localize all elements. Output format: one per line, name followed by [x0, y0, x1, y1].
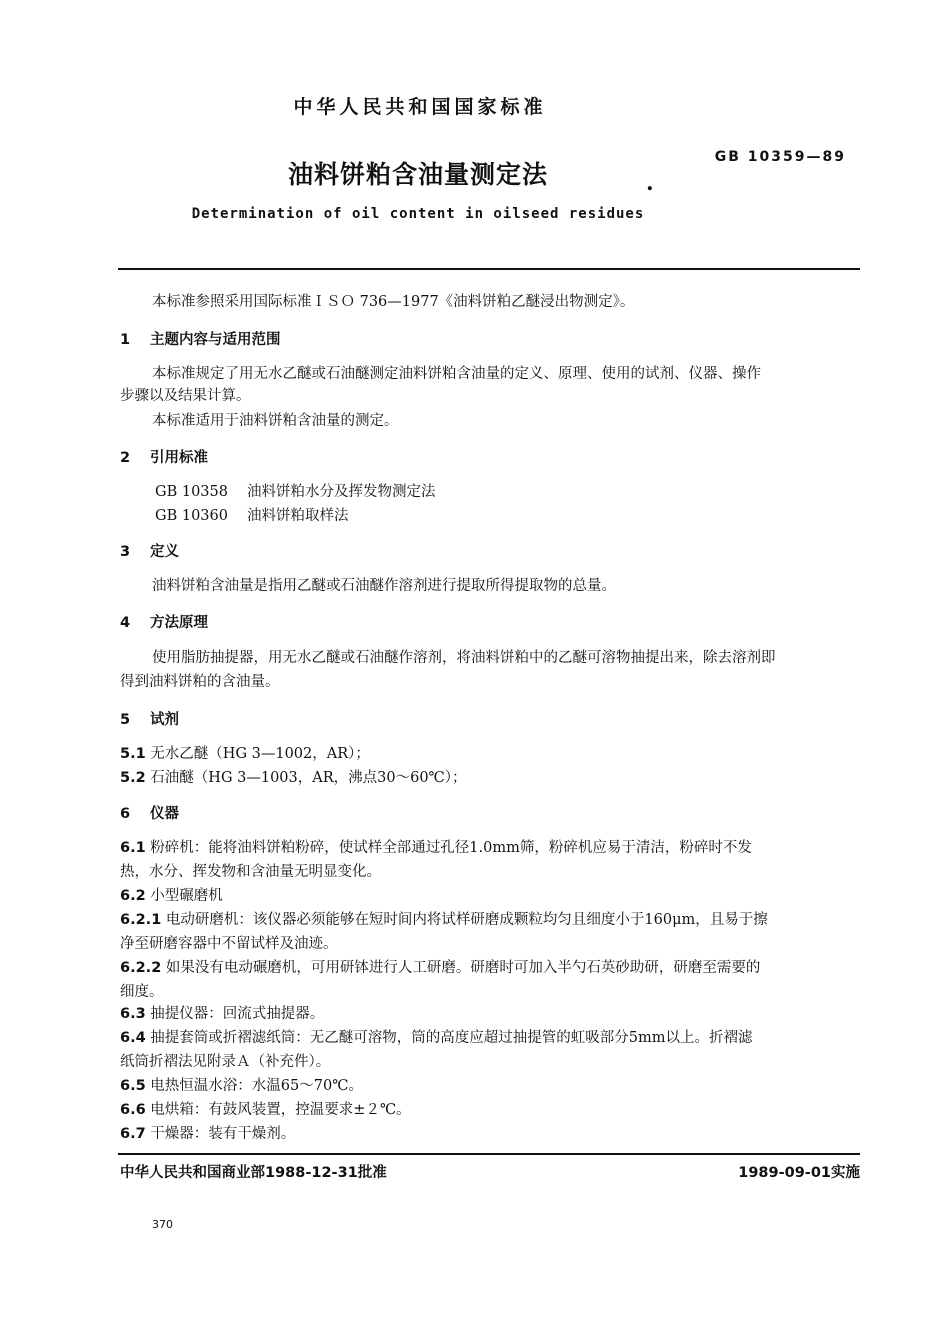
clause-number: 6.2 — [120, 888, 146, 904]
clause-text: 粉碎机：能将油料饼粕粉碎，使试样全部通过孔径1.0mm筛，粉碎机应易于清洁，粉碎时不发 — [150, 840, 752, 856]
section-4-paragraph-line-2: 得到油料饼粕的含油量。 — [120, 674, 280, 690]
section-title: 主题内容与适用范围 — [150, 332, 281, 348]
clause-text: 电动研磨机：该仪器必须能够在短时间内将试样研磨成颗粒均匀且细度小于160μm，且易于擦 — [165, 912, 768, 928]
clause-6-7 — [120, 1124, 295, 1144]
section-number: 4 — [120, 615, 131, 631]
clause-6-2-2-line-1 — [120, 958, 760, 978]
section-title: 试剂 — [150, 712, 179, 728]
section-6-heading — [120, 804, 179, 824]
section-1-paragraph-2: 本标准适用于油料饼粕含油量的测定。 — [152, 413, 399, 429]
clause-6-6 — [120, 1100, 411, 1120]
section-title: 定义 — [150, 544, 179, 560]
clause-number: 6.2.1 — [120, 912, 162, 928]
footer-divider — [118, 1153, 860, 1155]
clause-number: 6.6 — [120, 1102, 146, 1118]
section-number: 1 — [120, 332, 131, 348]
reference-name: 油料饼粕取样法 — [247, 508, 349, 524]
clause-6-4-line-2: 纸筒折褶法见附录Ａ（补充件）。 — [120, 1054, 331, 1070]
header-divider — [118, 268, 860, 270]
standard-number: GB 10359—89 — [714, 149, 846, 165]
clause-text: 抽提仪器：回流式抽提器。 — [150, 1006, 325, 1022]
section-title: 引用标准 — [150, 450, 208, 466]
clause-6-2-1-line-1 — [120, 910, 768, 930]
clause-text: 电烘箱：有鼓风装置，控温要求±２℃。 — [150, 1102, 411, 1118]
clause-number: 6.3 — [120, 1006, 146, 1022]
section-number: 6 — [120, 806, 131, 822]
clause-text: 如果没有电动碾磨机，可用研钵进行人工研磨。研磨时可加入半勺石英砂助研，研磨至需要的 — [165, 960, 761, 976]
document-title-en: Determination of oil content in oilseed residues — [191, 206, 645, 222]
reference-item — [155, 482, 436, 502]
section-number: 2 — [120, 450, 131, 466]
clause-6-2-2-line-2: 细度。 — [120, 984, 164, 1000]
clause-text: 石油醚（HG 3—1003，AR，沸点30～60℃）； — [150, 770, 467, 786]
section-number: 3 — [120, 544, 131, 560]
clause-6-2-1-line-2: 净至研磨容器中不留试样及油迹。 — [120, 936, 338, 952]
clause-6-1-line-2: 热，水分、挥发物和含油量无明显变化。 — [120, 864, 381, 880]
clause-number: 6.7 — [120, 1126, 146, 1142]
clause-text: 抽提套筒或折褶滤纸筒：无乙醚可溶物，筒的高度应超过抽提管的虹吸部分5mm以上。折褶滤 — [150, 1030, 753, 1046]
section-4-paragraph-line-1: 使用脂肪抽提器，用无水乙醚或石油醚作溶剂，将油料饼粕中的乙醚可溶物抽提出来，除去溶剂即 — [152, 650, 776, 666]
clause-6-2 — [120, 886, 223, 906]
section-title: 仪器 — [150, 806, 179, 822]
section-5-heading — [120, 710, 179, 730]
clause-text: 电热恒温水浴：水温65～70℃。 — [150, 1078, 363, 1094]
section-3-paragraph: 油料饼粕含油量是指用乙醚或石油醚作溶剂进行提取所得提取物的总量。 — [152, 578, 616, 594]
reference-code: GB 10358 — [155, 484, 228, 500]
clause-text: 无水乙醚（HG 3—1002，AR）； — [150, 746, 370, 762]
section-2-heading — [120, 448, 208, 468]
clause-number: 6.2.2 — [120, 960, 162, 976]
issuing-organization: 中华人民共和国国家标准 — [293, 96, 547, 118]
section-4-heading — [120, 613, 208, 633]
section-1-paragraph-1-line-2: 步骤以及结果计算。 — [120, 388, 251, 404]
clause-number: 5.1 — [120, 746, 146, 762]
reference-item — [155, 506, 349, 526]
reagent-item — [120, 744, 370, 764]
effective-date: 1989-09-01实施 — [738, 1165, 860, 1181]
approval-note: 中华人民共和国商业部1988-12-31批准 — [120, 1165, 387, 1181]
clause-6-5 — [120, 1076, 363, 1096]
section-title: 方法原理 — [150, 615, 208, 631]
clause-text: 干燥器：装有干燥剂。 — [150, 1126, 296, 1142]
clause-number: 6.5 — [120, 1078, 146, 1094]
reagent-item — [120, 768, 467, 788]
section-number: 5 — [120, 712, 131, 728]
page-number: 370 — [152, 1218, 173, 1231]
title-dot: . — [646, 170, 654, 196]
section-3-heading — [120, 542, 179, 562]
reference-name: 油料饼粕水分及挥发物测定法 — [247, 484, 436, 500]
clause-number: 6.4 — [120, 1030, 146, 1046]
clause-number: 6.1 — [120, 840, 146, 856]
section-1-paragraph-1-line-1: 本标准规定了用无水乙醚或石油醚测定油料饼粕含油量的定义、原理、使用的试剂、仪器、操作 — [152, 366, 761, 382]
clause-6-3 — [120, 1004, 324, 1024]
clause-6-1-line-1 — [120, 838, 752, 858]
reference-code: GB 10360 — [155, 508, 228, 524]
document-title-cn: 油料饼粕含油量测定法 — [287, 160, 548, 189]
section-1-heading — [120, 330, 281, 350]
intro-paragraph: 本标准参照采用国际标准ＩＳＯ 736—1977《油料饼粕乙醚浸出物测定》。 — [152, 294, 635, 310]
clause-6-4-line-1 — [120, 1028, 753, 1048]
clause-text: 小型碾磨机 — [150, 888, 223, 904]
clause-number: 5.2 — [120, 770, 146, 786]
